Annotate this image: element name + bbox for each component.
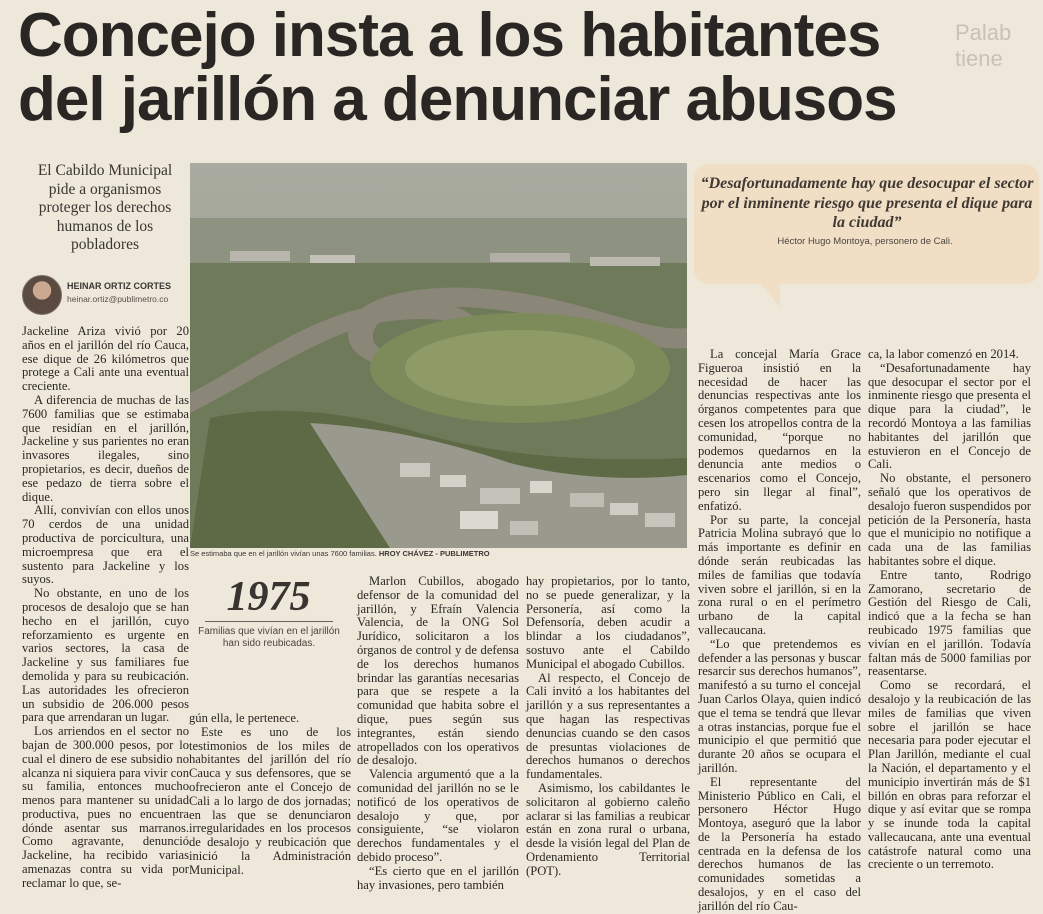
article-column-6 bbox=[868, 348, 1031, 872]
headline bbox=[18, 1, 1018, 134]
article-column-3 bbox=[357, 575, 519, 892]
adjacent-fragment-line-1: Palab bbox=[955, 20, 1012, 45]
paragraph: “Lo que pretendemos es defender a las personas y buscar resarcir sus derechos humanos”, manifestó a su turno el concejal Juan Carlos Olaya, quien indicó que el tema se tendrá que llevar a otras instancias, porque fue el municipio el que permitió que durante 20 años se ocupara el jarillón. bbox=[698, 636, 861, 775]
pullquote-tail bbox=[758, 280, 780, 308]
author-name: HEINAR ORTIZ CORTES bbox=[67, 281, 172, 291]
paragraph: A diferencia de muchas de las 7600 familias que se estimaba que residían en el jarillón, Jackeline y sus parientes no eran invasores ilegales, sino propietarios, es decir, dueños de ese pedazo de tierra sobre el dique. bbox=[22, 392, 189, 504]
paragraph: ca, la labor comenzó en 2014. bbox=[868, 347, 1019, 361]
subheadline: El Cabildo Municipal pide a organismos proteger los derechos humanos de los pobladores bbox=[37, 162, 173, 253]
paragraph: Marlon Cubillos, abogado defensor de la comunidad del jarillón, y Efraín Valencia Valencia, de la ONG Sol Jurídico, solicitaron a los órganos de control y de defensa de los derechos humanos brindar las garantías necesarias para que se respete a la comunidad que habita sobre el dique, pues según sus integrantes, están siendo atropellados con los operativos de desalojo. bbox=[357, 574, 519, 768]
article-column-4 bbox=[526, 575, 690, 879]
photo-caption bbox=[190, 549, 687, 558]
adjacent-article-fragment bbox=[955, 20, 1043, 72]
paragraph: “Desafortunadamente hay que desocupar el sector por el inminente riesgo que presenta el dique para la ciudad”, le recordó Montoya a las familias habitantes del jarillón que estuvieron en el Concejo de Cali. bbox=[868, 360, 1031, 472]
paragraph: El representante del Ministerio Público en Cali, el personero Héctor Hugo Montoya, aseguró que la labor de la Personería ha estado centrada en la defensa de los derechos humanos de las comunidades sometidas a desalojos, y en el caso del jarillón del río Cau- bbox=[698, 774, 861, 913]
aerial-photo bbox=[190, 163, 687, 548]
paragraph: Allí, convivían con ellos unos 70 cerdos de una unidad productiva de porcicultura, una microempresa que era el sustento para Jackeline y los suyos. bbox=[22, 503, 189, 587]
paragraph: “Es cierto que en el jarillón hay invasiones, pero también bbox=[357, 863, 519, 892]
stat-number: 1975 bbox=[226, 574, 311, 620]
paragraph: Como se recordará, el desalojo y la reubicación de las miles de familias que viven sobre el jarillón se hace necesaria para poder ejecutar el Plan Jarillón, mediante el cual la Nación, el departamento y el municipio invertirán más de $1 billón en obras para reforzar el dique y así evitar que se rompa y se inunde toda la capital vallecaucana, ante una eventual catástrofe natural como una creciente o un terremoto. bbox=[868, 678, 1031, 872]
paragraph: No obstante, en uno de los procesos de desalojo que se han hecho en el jarillón, cuyo reforzamiento es urgente en varios sectores, la casa de Jackeline y sus familiares fue demolida y para su reubicación. Las autoridades les ofrecieron un subsidio de 206.000 pesos para que arrendaran un lugar. bbox=[22, 586, 189, 725]
paragraph: Por su parte, la concejal Patricia Molina subrayó que lo más importante es definir en dónde serán reubicadas las miles de familias que todavía viven sobre el jarillón, si en la zona rural o en el perímetro urbano de la capital vallecaucana. bbox=[698, 512, 861, 637]
byline bbox=[22, 275, 187, 315]
paragraph: Asimismo, los cabildantes le solicitaron al gobierno caleño aclarar si las familias a reubicar están en zona rural o urbana, desde la visión legal del Plan de Ordenamiento Territorial (POT). bbox=[526, 780, 690, 878]
paragraph: La concejal María Grace Figueroa insistió en la necesidad de hacer las denuncias respectivas ante los órganos competentes para que cesen los atropellos contra de la comunidad, “porque no podemos quedarnos en la denuncia ante medios o escenarios como el Concejo, pero sin llegar al final”, enfatizó. bbox=[698, 347, 861, 513]
headline-line-2: del jarillón a denunciar abusos bbox=[18, 65, 897, 134]
aerial-river-image bbox=[190, 163, 687, 548]
paragraph: Este es uno de los testimonios de los miles de habitantes del jarillón del río Cauca y sus defensores, que se ofrecieron ante el Concejo de Cali a lo largo de dos jornadas; en las que se denunciaron irregularidades en los procesos de desalojo y reubicación que inició la Administración Municipal. bbox=[189, 724, 351, 877]
paragraph: Entre tanto, Rodrigo Zamorano, secretario de Gestión del Riesgo de Cali, indicó que a la fecha se han reubicado 1975 familias que vivían en el jarillón. Todavía faltan más de 5000 familias por reasentarse. bbox=[868, 567, 1031, 679]
author-email: heinar.ortiz@publimetro.co bbox=[67, 294, 169, 304]
pullquote-attribution: Héctor Hugo Montoya, personero de Cali. bbox=[777, 236, 953, 247]
article-column-1 bbox=[22, 325, 189, 891]
adjacent-fragment-line-2: tiene bbox=[955, 46, 1003, 71]
caption-text: Se estimaba que en el jarillón vivían unas 7600 familias. bbox=[190, 549, 377, 558]
paragraph: gún ella, le pertenece. bbox=[189, 711, 300, 725]
headline-line-1: Concejo insta a los habitantes bbox=[18, 1, 881, 70]
paragraph: Valencia argumentó que a la comunidad del jarillón no se le notificó de los operativos de desalojo y que, por consiguiente, “se violaron derechos fundamentales y el debido proceso”. bbox=[357, 767, 519, 864]
author-avatar bbox=[22, 275, 62, 315]
paragraph: Al respecto, el Concejo de Cali invitó a los habitantes del jarillón y a sus representantes a que hagan las respectivas denuncias cuando se den casos de presuntas violaciones de derechos humanos o derechos fundamentales. bbox=[526, 670, 690, 782]
stat-label: Familias que vivían en el jarillón han sido reubicadas. bbox=[198, 626, 340, 649]
stat-divider bbox=[205, 621, 333, 622]
paragraph: No obstante, el personero señaló que los operativos de desalojo fueron suspendidos por petición de la Personería, hasta que el municipio no notifique a cada una de las familias habitantes sobre el dique. bbox=[868, 471, 1031, 568]
paragraph: Jackeline Ariza vivió por 20 años en el jarillón del río Cauca, ese dique de 26 kilómetros que protege a Cali ante una eventual creciente. bbox=[22, 324, 189, 394]
paragraph: Los arriendos en el sector no bajan de 300.000 pesos, por lo cual el dinero de ese subsidio no alcanza ni siquiera para vivir con su familia, entonces mucho menos para mantener su unidad productiva, pues no encuentra dónde asentar sus marranos. Como agravante, denunció Jackeline, ha recibido varias amenazas contra su vida por reclamar lo que, se- bbox=[22, 724, 189, 890]
article-column-2 bbox=[189, 712, 351, 878]
paragraph: hay propietarios, por lo tanto, no se puede generalizar, y la Personería, así como la Defensoría, deben acudir a blindar a los ciudadanos”, sostuvo ante el Cabildo Municipal el abogado Cubillos. bbox=[526, 574, 690, 671]
article-column-5 bbox=[698, 348, 861, 914]
pullquote-text: “Desafortunadamente hay que desocupar el sector por el inminente riesgo que presenta el dique para la ciudad” bbox=[700, 175, 1034, 231]
photo-credit: HROY CHÁVEZ - PUBLIMETRO bbox=[378, 549, 490, 558]
